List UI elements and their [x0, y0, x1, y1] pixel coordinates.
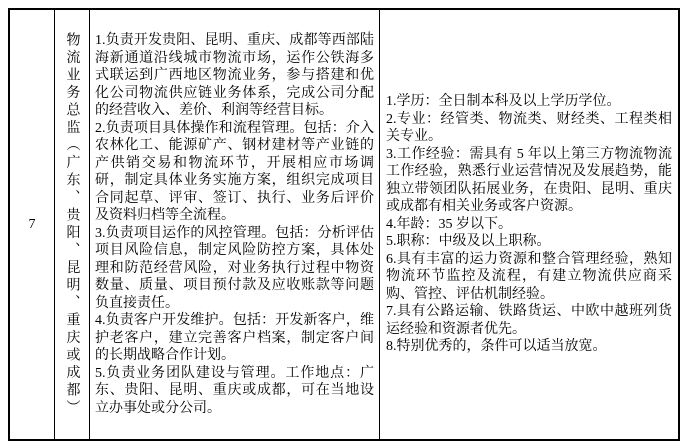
requirement-item: 5.职称：中级及以上职称。: [386, 234, 551, 250]
duty-item: 4.负责客户开发维护。包括：开发新客户，维护老客户，建立完善客户档案，制定客户间的长期战略合作计划。: [95, 313, 374, 363]
row-number: 7: [28, 216, 36, 232]
requirement-item: 4.年龄：35 岁以下。: [386, 216, 512, 232]
duty-item: 5.负责业务团队建设与管理。工作地点：广东、贵阳、昆明、重庆或成都，可在当地设立办事处或分公司。: [95, 365, 374, 416]
requirement-item: 8.特别优秀的，条件可以适当放宽。: [386, 339, 607, 355]
position-title-cell: [55, 10, 90, 439]
row-number-cell: [10, 10, 55, 439]
duty-item: 3.负责项目运作的风控管理。包括：分析评估项目风险信息，制定风险防控方案，具体处理和防范经营风险，对业务执行过程中物资数量、质量、项目预付款及应收账款等问题负直接责任。: [95, 225, 374, 311]
duty-item: 1.负责开发贵阳、昆明、重庆、成都等西部陆海新通道沿线城市物流市场，运作公铁海多式联运到广西地区物流业务，参与搭建和优化公司物流供应链业务体系，完成公司分配的经营收入、差价、利润等经营目标。: [95, 33, 374, 118]
requirement-item: 6.具有丰富的运力资源和整合管理经验，熟知物流环节监控及流程，有建立物流供应商采购、管控、评估机制经验。: [386, 251, 672, 302]
requirement-item: 2.专业：经管类、物流类、财经类、工程类相关专业。: [386, 111, 672, 145]
job-posting-table: [8, 8, 680, 441]
requirement-item: 1.学历：全日制本科及以上学历学位。: [386, 94, 621, 110]
job-duties-cell: [90, 10, 380, 439]
job-requirements-cell: [380, 10, 678, 439]
duty-item: 2.负责项目具体操作和流程管理。包括：介入农林化工、能源矿产、钢材建材等产业链的产供销交易和物流环节，开展相应市场调研，制定具体业务实施方案，组织完成项目合同起草、评审、签订、执行、业务后评价及资料归档等全流程。: [95, 120, 374, 223]
position-title: 物流业务总监（广东、贵阳、昆明、重庆或成都）: [64, 32, 80, 417]
requirement-item: 7.具有公路运输、铁路货运、中欧中越班列货运经验和资源者优先。: [386, 304, 672, 337]
requirement-item: 3.工作经验：需具有 5 年以上第三方物流物流工作经验，熟悉行业运营情况及发展趋势，能独立带领团队拓展业务，在贵阳、昆明、重庆或成都有相关业务或客户资源。: [386, 146, 672, 215]
